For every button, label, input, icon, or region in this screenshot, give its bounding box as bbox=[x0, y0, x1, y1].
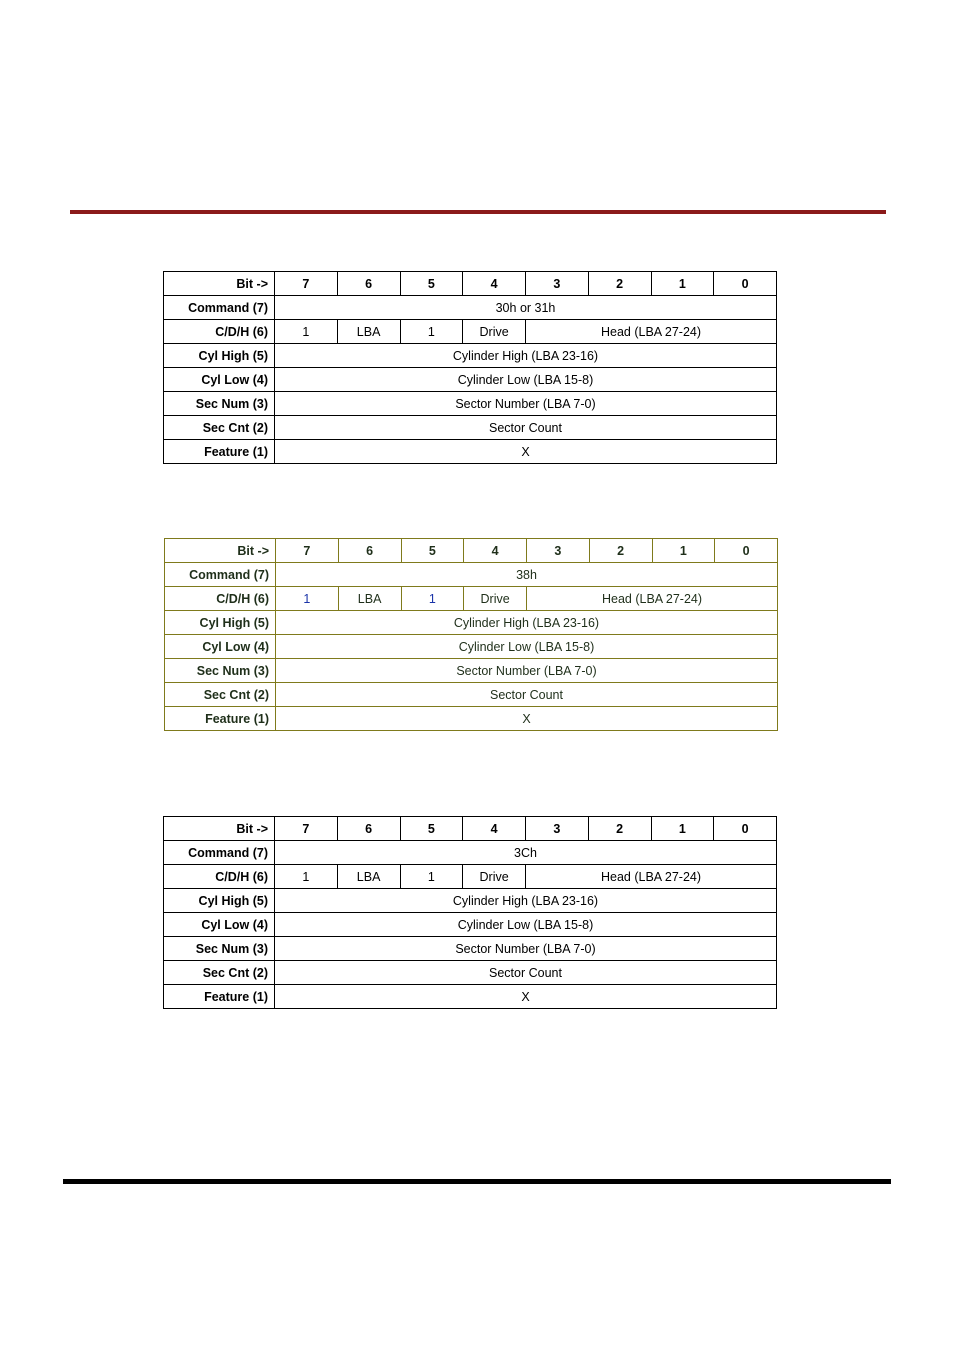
bit-4-header: 4 bbox=[463, 272, 526, 296]
feature-value: X bbox=[275, 440, 777, 464]
footer-rule bbox=[63, 1179, 891, 1184]
bit-2-header: 2 bbox=[589, 539, 652, 563]
cyl-low-row bbox=[164, 368, 777, 392]
sec-num-value: Sector Number (LBA 7-0) bbox=[275, 937, 777, 961]
cyl-low-label: Cyl Low (4) bbox=[164, 368, 275, 392]
bit-6-header: 6 bbox=[337, 272, 400, 296]
bit-2-header: 2 bbox=[588, 272, 651, 296]
feature-row bbox=[164, 985, 777, 1009]
bit-4-header: 4 bbox=[463, 817, 526, 841]
cdh-label: C/D/H (6) bbox=[164, 320, 275, 344]
sec-num-row bbox=[165, 659, 778, 683]
bit-6-header: 6 bbox=[338, 539, 401, 563]
feature-label: Feature (1) bbox=[164, 985, 275, 1009]
sec-num-label: Sec Num (3) bbox=[164, 937, 275, 961]
cdh-head: Head (LBA 27-24) bbox=[526, 320, 777, 344]
cdh-label: C/D/H (6) bbox=[164, 865, 275, 889]
bit-header-row bbox=[165, 539, 778, 563]
bit-label: Bit -> bbox=[165, 539, 276, 563]
cdh-lba: LBA bbox=[337, 320, 400, 344]
bit-2-header: 2 bbox=[588, 817, 651, 841]
cyl-high-label: Cyl High (5) bbox=[164, 889, 275, 913]
cyl-high-label: Cyl High (5) bbox=[164, 344, 275, 368]
feature-row bbox=[165, 707, 778, 731]
command-label: Command (7) bbox=[164, 296, 275, 320]
cyl-low-row bbox=[165, 635, 778, 659]
cdh-head: Head (LBA 27-24) bbox=[527, 587, 778, 611]
register-table-1 bbox=[163, 271, 777, 464]
sec-num-value: Sector Number (LBA 7-0) bbox=[275, 392, 777, 416]
sec-num-label: Sec Num (3) bbox=[165, 659, 276, 683]
sec-num-row bbox=[164, 392, 777, 416]
sec-cnt-row bbox=[165, 683, 778, 707]
cyl-low-row bbox=[164, 913, 777, 937]
sec-cnt-label: Sec Cnt (2) bbox=[165, 683, 276, 707]
sec-cnt-row bbox=[164, 416, 777, 440]
sec-cnt-label: Sec Cnt (2) bbox=[164, 961, 275, 985]
cyl-high-row bbox=[164, 889, 777, 913]
cyl-low-value: Cylinder Low (LBA 15-8) bbox=[275, 913, 777, 937]
sec-cnt-value: Sector Count bbox=[275, 416, 777, 440]
feature-label: Feature (1) bbox=[164, 440, 275, 464]
command-row bbox=[164, 296, 777, 320]
feature-row bbox=[164, 440, 777, 464]
header-rule bbox=[70, 210, 886, 214]
command-value: 3Ch bbox=[275, 841, 777, 865]
cyl-low-label: Cyl Low (4) bbox=[164, 913, 275, 937]
bit-label: Bit -> bbox=[164, 272, 275, 296]
cdh-head: Head (LBA 27-24) bbox=[526, 865, 777, 889]
cdh-row bbox=[164, 320, 777, 344]
bit-3-header: 3 bbox=[526, 817, 589, 841]
cdh-bit7: 1 bbox=[275, 865, 338, 889]
bit-header-row bbox=[164, 272, 777, 296]
cdh-label: C/D/H (6) bbox=[165, 587, 276, 611]
bit-header-row bbox=[164, 817, 777, 841]
cdh-bit5: 1 bbox=[400, 320, 463, 344]
sec-num-label: Sec Num (3) bbox=[164, 392, 275, 416]
bit-label: Bit -> bbox=[164, 817, 275, 841]
bit-5-header: 5 bbox=[400, 272, 463, 296]
register-table-2 bbox=[164, 538, 778, 731]
bit-1-header: 1 bbox=[651, 817, 714, 841]
cyl-low-value: Cylinder Low (LBA 15-8) bbox=[275, 368, 777, 392]
cyl-high-label: Cyl High (5) bbox=[165, 611, 276, 635]
feature-label: Feature (1) bbox=[165, 707, 276, 731]
cdh-row bbox=[164, 865, 777, 889]
cyl-high-value: Cylinder High (LBA 23-16) bbox=[275, 889, 777, 913]
bit-3-header: 3 bbox=[527, 539, 590, 563]
command-label: Command (7) bbox=[164, 841, 275, 865]
sec-num-row bbox=[164, 937, 777, 961]
bit-1-header: 1 bbox=[652, 539, 715, 563]
command-value: 38h bbox=[276, 563, 778, 587]
cyl-high-row bbox=[165, 611, 778, 635]
cdh-bit5: 1 bbox=[400, 865, 463, 889]
feature-value: X bbox=[276, 707, 778, 731]
command-row bbox=[165, 563, 778, 587]
cdh-bit7: 1 bbox=[276, 587, 339, 611]
command-label: Command (7) bbox=[165, 563, 276, 587]
bit-0-header: 0 bbox=[714, 817, 777, 841]
feature-value: X bbox=[275, 985, 777, 1009]
bit-0-header: 0 bbox=[715, 539, 778, 563]
cdh-lba: LBA bbox=[338, 587, 401, 611]
cdh-drive: Drive bbox=[464, 587, 527, 611]
sec-cnt-value: Sector Count bbox=[276, 683, 778, 707]
sec-cnt-value: Sector Count bbox=[275, 961, 777, 985]
bit-7-header: 7 bbox=[276, 539, 339, 563]
cdh-drive: Drive bbox=[463, 865, 526, 889]
command-row bbox=[164, 841, 777, 865]
register-table-3 bbox=[163, 816, 777, 1009]
cyl-high-row bbox=[164, 344, 777, 368]
cyl-low-label: Cyl Low (4) bbox=[165, 635, 276, 659]
cdh-bit5: 1 bbox=[401, 587, 464, 611]
bit-4-header: 4 bbox=[464, 539, 527, 563]
bit-0-header: 0 bbox=[714, 272, 777, 296]
sec-cnt-row bbox=[164, 961, 777, 985]
bit-7-header: 7 bbox=[275, 817, 338, 841]
cdh-bit7: 1 bbox=[275, 320, 338, 344]
bit-5-header: 5 bbox=[401, 539, 464, 563]
cyl-low-value: Cylinder Low (LBA 15-8) bbox=[276, 635, 778, 659]
cdh-row bbox=[165, 587, 778, 611]
bit-1-header: 1 bbox=[651, 272, 714, 296]
sec-num-value: Sector Number (LBA 7-0) bbox=[276, 659, 778, 683]
bit-5-header: 5 bbox=[400, 817, 463, 841]
command-value: 30h or 31h bbox=[275, 296, 777, 320]
cdh-lba: LBA bbox=[337, 865, 400, 889]
cdh-drive: Drive bbox=[463, 320, 526, 344]
cyl-high-value: Cylinder High (LBA 23-16) bbox=[276, 611, 778, 635]
sec-cnt-label: Sec Cnt (2) bbox=[164, 416, 275, 440]
bit-3-header: 3 bbox=[526, 272, 589, 296]
bit-7-header: 7 bbox=[275, 272, 338, 296]
bit-6-header: 6 bbox=[337, 817, 400, 841]
cyl-high-value: Cylinder High (LBA 23-16) bbox=[275, 344, 777, 368]
